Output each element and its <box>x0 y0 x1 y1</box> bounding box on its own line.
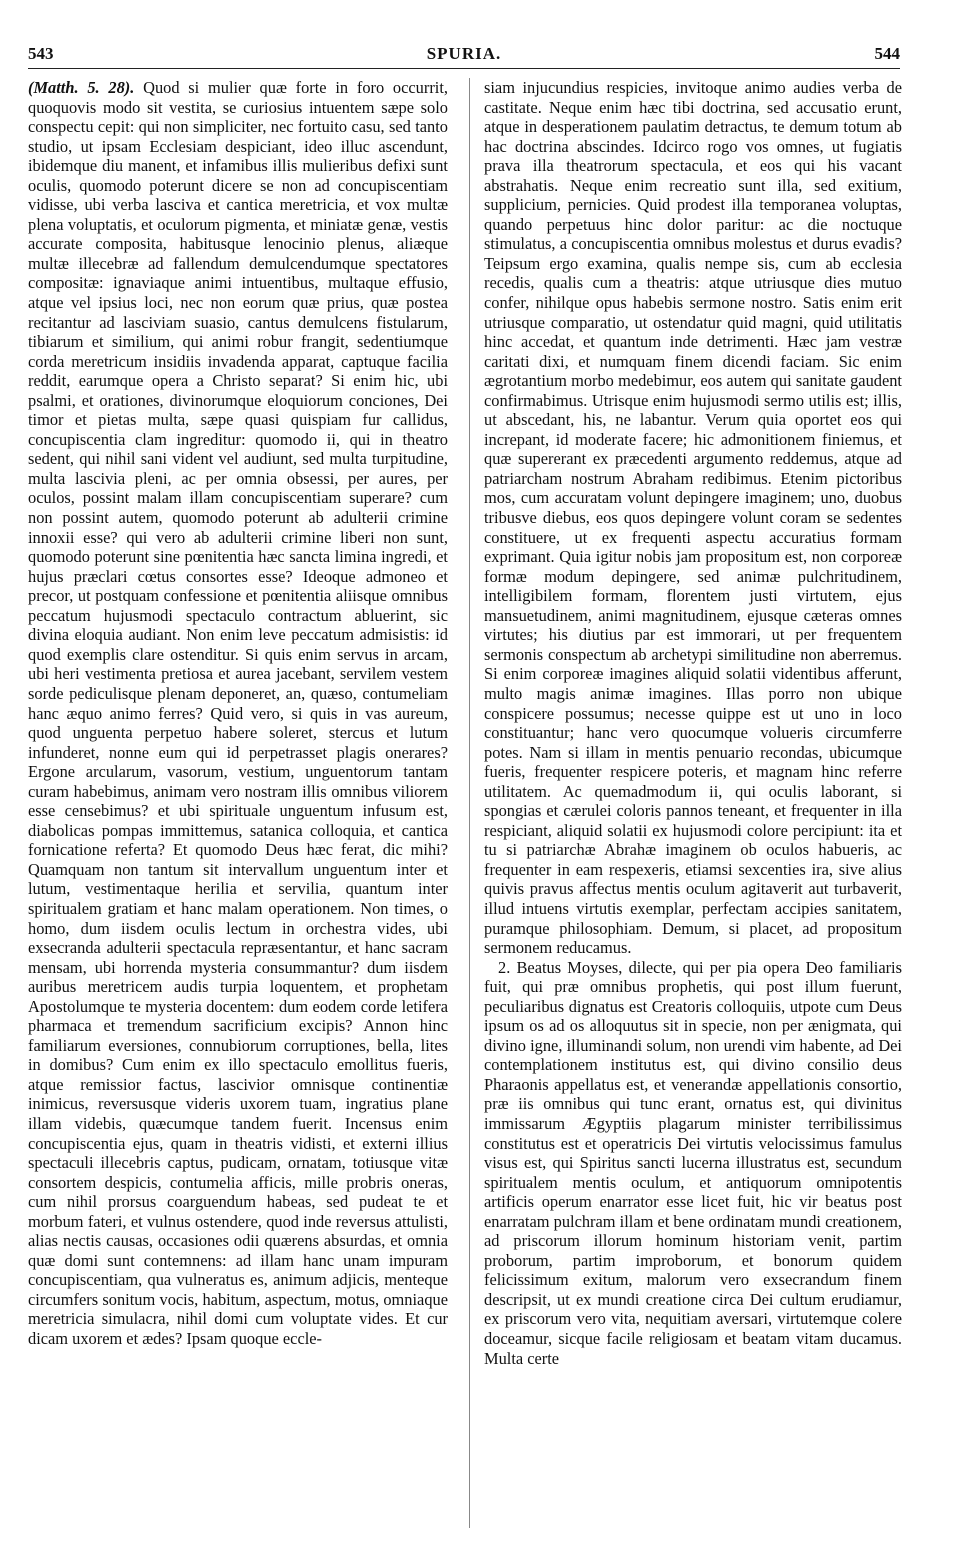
paragraph <box>28 78 448 1349</box>
paragraph: 2. Beatus Moyses, dilecte, qui per pia opera Deo familiaris fuit, qui præ omnibus prophetis, qui post illum fuerunt, peculiaribus dignatus est Creatoris colloquiis, utpote cum Deus ipsum os ad os alloquutus sit in specie, non per ænigmata, qui divino igne, illuminandi solum, non urendi vim habente, ad Dei contemplationem institutus est, qui divino consilio deus Pharaonis appellatus est, et venerandæ appellationis consortio, præ iis omnibus qui tunc erant, ornatus est, qui divinitus immissarum Ægyptiis plagarum minister terribilissimus constitutus est et operatricis Dei virtutis velocissimus famulus visus est, qui Spiritus sancti lucerna illustratus est, secundum spiritualem mentis oculum, et antiquorum omnipotentis artificis operum enarrator esse licet fuit, hic vir beatus post enarratam pulchram illam et bene ordinatam mundi creationem, ad priscorum illorum hominum historiam venit, partim proborum, partim improborum, et bonorum quidem felicissimum exitum, malorum vero exsecrandum finem descripsit, ut ex mundi creatione circa Dei cultum erudiamur, ex priscorum vero vita, nequitiam aversari, virtutemque colere doceamur, sicque facile religiosam et beatam vitam ducamus. Multa certe <box>484 957 902 1368</box>
text-column-right <box>484 78 902 1540</box>
running-title: SPURIA. <box>426 44 502 63</box>
paragraph-text: Quod si mulier quæ forte in foro occurrit, quoquovis modo sit vestita, se curiosius intuentem sæpe solo conspectu cepit: qui non simpliciter, nec fortuito casu, sed tanto studio, ut ipsam Ecclesiam despiciant, ideo illuc ascendunt, ibidemque diu manent, et infamibus illis mulieribus defixi sunt oculis, quomodo poterunt dicere se non ad concupiscentiam vidisse, ubi verba lasciva et cantica meretricia, et vox multæ plena voluptatis, et oculorum pigmenta, et miniatæ genæ, vestis accurate composita, habitusque lenocinio plenus, aliæque multæ illecebræ ad fallendum demulcendumque spectatores compositæ: ignaviaque animi intuentibus, multaque effusio, atque vel ipsius loci, nec non eorum quæ prius, quæ postea recitantur ad lasciviam suasio, cantus demulcens fistularum, tibiarum et similium, qui animi robur frangit, sedentiumque corda meretricum insidiis invadenda apparat, captuque facilia reddit, earumque opera a Christo separat? Si enim hic, ubi psalmi, et orationes, divinorumque eloquiorum conciones, Dei timor et pietas multa, sæpe quasi quispiam fur callidus, concupiscentia clam ingreditur: quomodo ii, qui in theatro sedent, qui nihil sani vident vel audiunt, sed multa turpitudine, multa lascivia pleni, ac per omnia obsessi, per aures, per oculos, possint malam illam concupiscentiam superare? cum non possint autem, quomodo poterunt ab adulterii crimine innoxii esse? qui vero ab adulterii crimine liberi non sunt, quomodo poterunt sine pœnitentia hæc sancta limina ingredi, et hujus præclari cœtus consortes esse? Ideoque admoneo et precor, ut postquam confessione et pœnitentia aliisque omnibus peccatum hujusmodi spectaculo contractum abluerint, sic divina eloquia audiant. Non enim leve peccatum admisistis: id quod exemplis clare ostenditur. Si quis enim servus in arcam, ubi heri vestimenta pretiosa et aurea jacebant, servilem vestem sorde pediculisque plenam deponeret, an, quæso, contumeliam hanc æquo animo ferres? Quid vero, si quis in vas aureum, quod unguenta perpetuo habere soleret, stercus et lutum infunderet, nonne eum qui id perpetrasset plagis onerares? Ergone arcularum, vasorum, vestium, unguentorum tantam curam habebimus, animam vero nostram illis omnibus viliorem esse censebimus? et ubi spirituale unguentum infusum est, diabolicas pompas immittemus, satanica colloquia, et cantica fornicatione referta? Et quomodo Deus hæc ferat, dic mihi? Quamquam non tantum sit intervallum unguentum inter et lutum, vestimentaque herilia et servilia, quantum inter spiritualem gratiam et hanc malam operationem. Non times, o homo, dum iisdem oculis lectum in orchestra vides, ubi exsecranda adulterii spectacula repræsentantur, et hanc sacram mensam, ubi horrenda mysteria consummantur? dum iisdem auribus meretricem audis turpia loquentem, et prophetam Apostolumque te mysteria docentem: dum eodem corde letifera pharmaca et tremendum sacrificium excipis? Annon hinc familiarum eversiones, connubiorum corruptiones, bella, lites in domibus? Cum enim ex illo spectaculo emollitus fueris, atque remissior factus, lascivior omnisque continentiæ inimicus, reversusque videris uxorem tuam, ingratius plane illam videbis, quæcumque tandem fuerit. Incensus enim concupiscentia ejus, quam in theatris vidisti, et externi illius spectaculi illecebris captus, pudicam, ornatam, totiusque vitæ consortem despicis, contumelia afficis, mille probris oneras, cum nihil prorsus coarguendum habeas, sed pudeat te et morbum fateri, et vulnus ostendere, quod inde reversus attulisti, alias nectis causas, occasiones odii quærens absurdas, et omnia quæ domi sunt contemnens: ad illam hanc unam impuram concupiscentiam, qua vulneratus es, animum adjicis, menteque circumfers sonitum vocis, habitum, aspectum, motus, omniaque meretricia simulacra, nihil domi cum voluptate vides. Et cur dicam uxorem et ædes? Ipsam quoque eccle- <box>28 78 448 1348</box>
paragraph: siam injucundius respicies, invitoque animo audies verba de castitate. Neque enim hæc tibi doctrina, sed accusatio erunt, atque in desperationem paulatim detractus, te demum totum ab hac doctrina abscindes. Idcirco rogo vos omnes, ut fugiatis prava illa theatrorum spectacula, et eos qui his vacant abstrahatis. Neque enim recreatio sunt illa, sed exitium, supplicium, pernicies. Quid prodest illa temporanea voluptas, quando perpetuus hinc dolor paritur: ac die noctuque stimulatus, a concupiscentia omnibus molestus et durus evadis? Teipsum ergo examina, qualis nempe sis, cum ab ecclesia recedis, qualis cum a theatris: atque utriusque dies mutuo confer, nihilque opus habebis sermone nostro. Satis enim erit utriusque comparatio, ut ostendatur quid magni, quid utilitatis hinc accedat, et quantum inde detrimenti. Hæc jam vestræ caritati dixi, et numquam finem dicendi faciam. Sic enim ægrotantium morbo medebimur, eos autem qui sanitate gaudent confirmabimus. Utrisque enim hujusmodi sermo utilis est; illis, ut abscedant, his, ne labantur. Verum quia oportet eos qui increpant, id moderate facere; hic admonitionem finiemus, et quæ supererant ex præcedenti argumento reddemus, atque ad patriarcham nostrum Abraham redibimus. Etenim pictoribus mos, cum accuratam volunt depingere imaginem; uno, duobus tribusve diebus, eos quos depingere volunt coram se sedentes constituere, ut ex frequenti aspectu accuratius formam exprimant. Quia igitur nobis jam propositum est, non corporeæ formæ modum depingere, sed animæ pulchritudinem, intelligibilem formam, florentem justi virtutem, ejus mansuetudinem, animi magnitudinem, ejusque cæteras omnes virtutes; his diutius par est immorari, ut per frequentem sermonis conspectum ab archetypi similitudine non aberremus. Si enim corporeæ imagines aliquid solatii videntibus afferunt, multo magis animæ imagines. Illas porro non ubique conspicere possumus; necesse quippe est ut uno in loco constituantur; hanc vero quocumque volueris circumferre potes. Nam si illam in mentis penuario recondas, ubicumque fueris, frequenter respicere poteris, et magnam hinc referre utilitatem. Ac quemadmodum ii, qui oculis laborant, si spongias et cærulei coloris pannos teneant, et frequenter in illa respiciant, aliquid solatii ex hujusmodi colore percipiunt: ita et tu si patriarchæ Abrahæ imaginem ob oculos habueris, ac frequenter in eam respexeris, etiamsi sexcenties ira, sive alius quivis pravus affectus mentis oculum agitaverit aut turbaverit, illud intuens virtutis exemplar, perfectam accipies sanitatem, puramque philosophiam. Demum, si placet, ad propositum sermonem reducamus. <box>484 78 902 958</box>
header-rule <box>28 68 900 69</box>
page-header <box>28 34 900 68</box>
scripture-citation: (Matth. 5. 28). <box>28 78 135 97</box>
page-number-left: 543 <box>28 44 54 63</box>
text-column-left <box>28 78 448 1540</box>
column-divider <box>469 78 470 1528</box>
page-number-right: 544 <box>874 44 900 63</box>
